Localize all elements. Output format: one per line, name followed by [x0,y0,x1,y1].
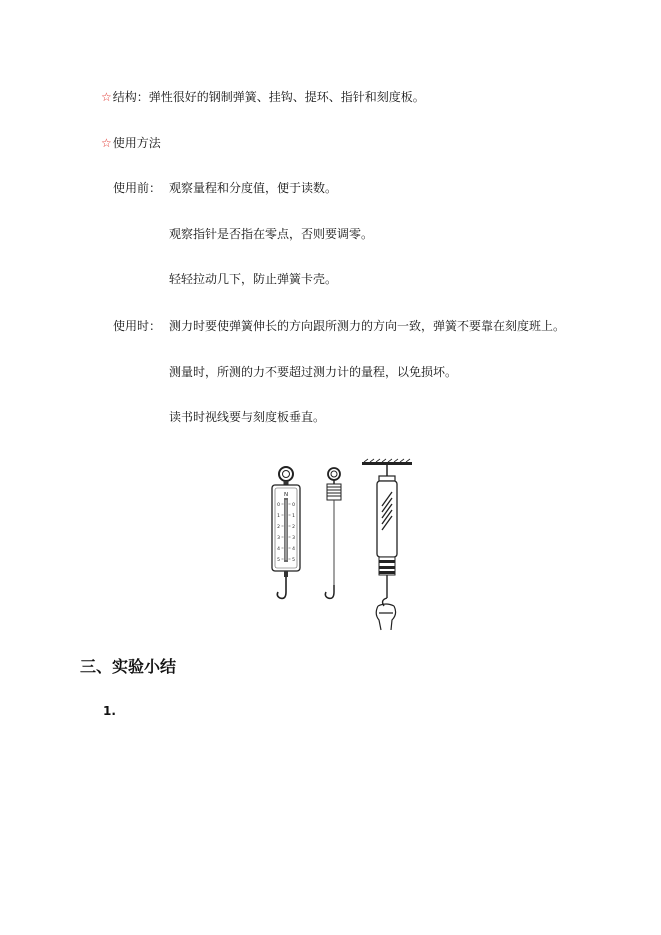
during-use-row-1 [113,318,565,334]
left-tick-label: 3 [277,536,280,541]
left-tick-label: 4 [277,547,280,552]
tube-spring-scale-illustration [362,459,412,630]
scale-unit-label: N [283,492,289,498]
list-item-number: 1. [103,704,116,718]
right-tick-label: 3 [292,536,295,541]
during-use-label: 使用时： [113,319,162,333]
right-tick-label: 1 [292,514,295,519]
left-tick-label: 5 [277,558,280,563]
left-tick-label: 2 [277,525,280,530]
spring-balance-illustration [272,467,300,598]
star-icon: ☆ [101,90,112,104]
star-icon: ☆ [101,136,112,150]
during-use-item-1: 测力时要使弹簧伸长的方向跟所测力的方向一致，弹簧不要靠在刻度班上。 [169,319,566,333]
before-use-label: 使用前： [113,181,162,195]
right-tick-label: 0 [292,503,295,508]
right-tick-label: 2 [292,525,295,530]
usage-heading-text: 使用方法 [112,136,161,150]
during-use-item-3: 读书时视线要与刻度板垂直。 [169,410,326,424]
before-use-item-1: 观察量程和分度值，便于读数。 [169,181,338,195]
usage-heading [101,135,161,151]
bare-spring-illustration [325,468,341,598]
structure-line [101,89,425,105]
during-use-item-2: 测量时，所测的力不要超过测力计的量程，以免损坏。 [169,365,458,379]
right-tick-label: 4 [292,547,295,552]
section-heading: 三、实验小结 [80,657,177,676]
spring-scale-figure [262,458,422,633]
before-use-item-3: 轻轻拉动几下，防止弹簧卡壳。 [169,272,338,286]
right-tick-label: 5 [292,558,295,563]
before-use-item-2: 观察指针是否指在零点，否则要调零。 [169,227,374,241]
left-tick-label: 0 [277,503,280,508]
structure-text: 结构：弹性很好的钢制弹簧、挂钩、提环、指针和刻度板。 [112,90,425,104]
before-use-row-1 [113,180,337,196]
left-tick-label: 1 [277,514,280,519]
